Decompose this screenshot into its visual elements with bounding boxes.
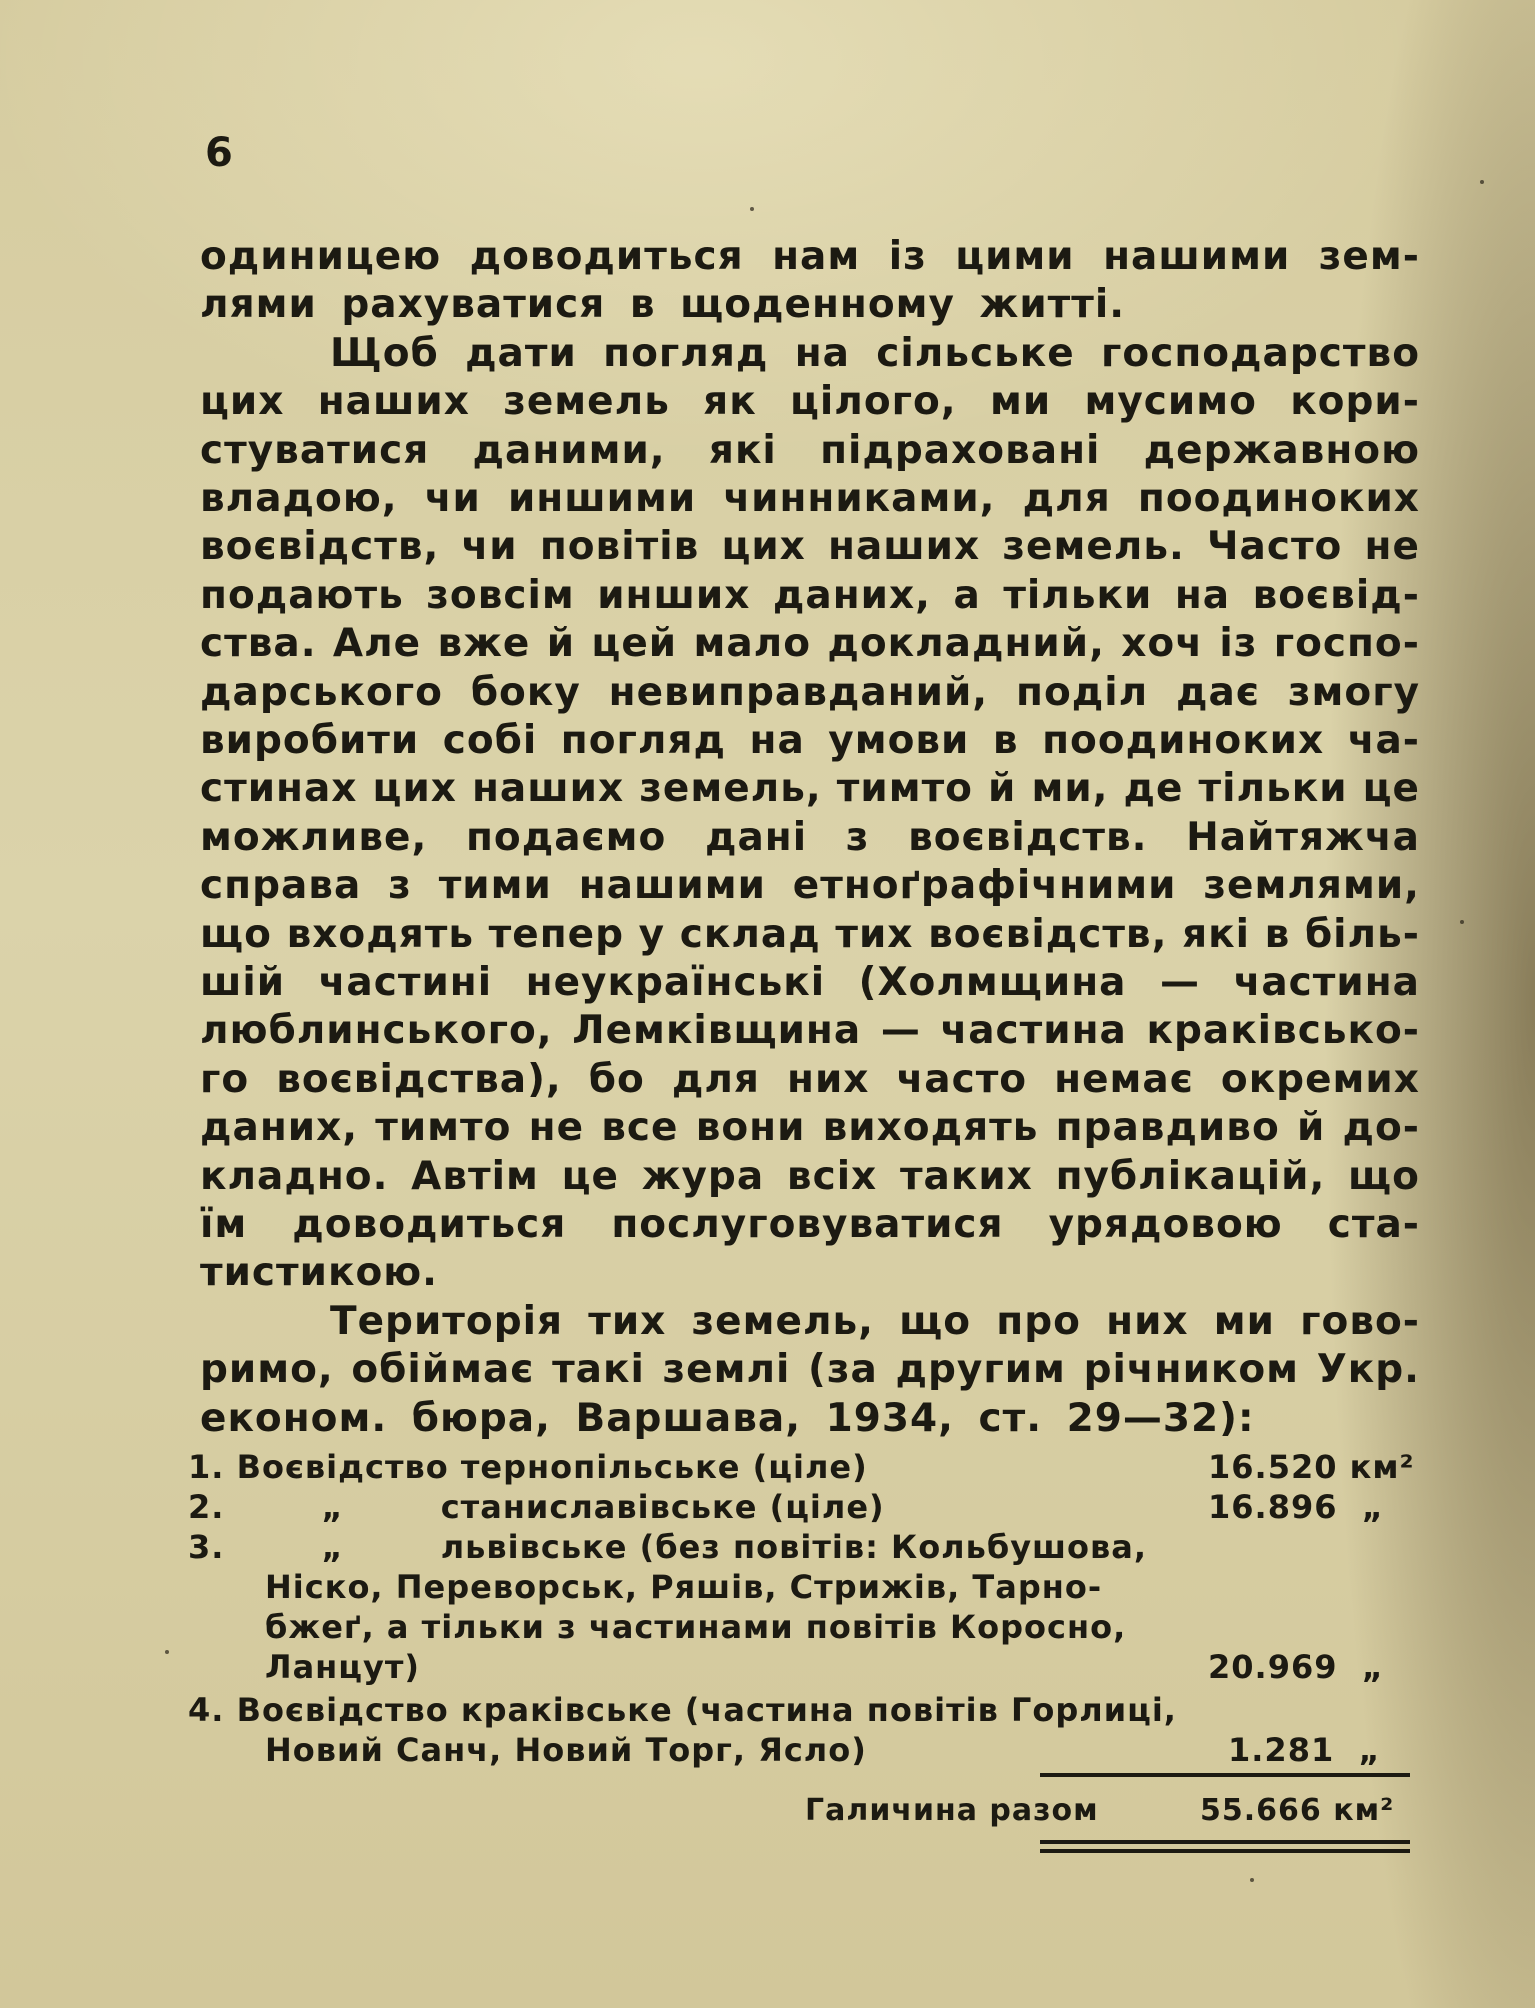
paper-speck bbox=[750, 207, 754, 211]
text-line: можливе, подаємо дані з воєвідств. Найтяжча bbox=[200, 814, 1420, 860]
paper-speck bbox=[1480, 180, 1484, 184]
list-item-line: 1. Воєвідство тернопільське (ціле) bbox=[188, 1448, 868, 1486]
list-item-value: 16.896 „ bbox=[1208, 1488, 1384, 1526]
list-item-line: бжеґ, а тільки з частинами повітів Коросно, bbox=[265, 1608, 1127, 1646]
text-line: кладно. Автім це жура всіх таких публікацій, що bbox=[200, 1153, 1420, 1199]
list-item-value: 1.281 „ bbox=[1228, 1731, 1381, 1769]
text-line: люблинського, Лемківщина — частина краківсько- bbox=[200, 1008, 1420, 1054]
list-item-value: 20.969 „ bbox=[1208, 1648, 1384, 1686]
list-item-line: Ніско, Переворськ, Ряшів, Стрижів, Тарно- bbox=[265, 1568, 1103, 1606]
list-item-line: 2. „ станиславівське (ціле) bbox=[188, 1488, 885, 1526]
list-item-line: 4. Воєвідство краківське (частина повітів Горлиці, bbox=[188, 1691, 1177, 1729]
text-line: їм доводиться послуговуватися урядовою ста- bbox=[200, 1202, 1420, 1247]
subtotal-rule bbox=[1040, 1773, 1410, 1777]
total-label: Галичина разом bbox=[805, 1793, 1099, 1828]
text-line: економ. бюра, Варшава, 1934, ст. 29—32): bbox=[200, 1395, 1255, 1441]
total-double-rule-1 bbox=[1040, 1840, 1410, 1844]
text-line: шій частині неукраїнські (Холмщина — частина bbox=[200, 960, 1420, 1005]
page-number: 6 bbox=[205, 130, 233, 176]
list-item-value: 16.520 км² bbox=[1208, 1448, 1415, 1486]
text-line: Територія тих земель, що про них ми гово- bbox=[330, 1298, 1420, 1344]
paper-speck bbox=[165, 1650, 169, 1654]
text-line: подають зовсім инших даних, а тільки на воєвід- bbox=[200, 572, 1420, 618]
text-line: даних, тимто не все вони виходять правдиво й до- bbox=[200, 1105, 1420, 1151]
total-double-rule-2 bbox=[1040, 1849, 1410, 1853]
text-line: владою, чи иншими чинниками, для поодиноких bbox=[200, 476, 1420, 521]
list-item-line: 3. „ львівське (без повітів: Кольбушова, bbox=[188, 1528, 1148, 1566]
text-line: стуватися даними, які підраховані державною bbox=[200, 427, 1420, 473]
text-line: го воєвідства), бо для них часто немає окремих bbox=[200, 1056, 1420, 1102]
text-line: Щоб дати погляд на сільське господарство bbox=[330, 330, 1420, 376]
text-line: що входять тепер у склад тих воєвідств, які в біль- bbox=[200, 911, 1420, 957]
paper-speck bbox=[1250, 1878, 1254, 1882]
text-line: справа з тими нашими етноґрафічними землями, bbox=[200, 863, 1420, 909]
paper-speck bbox=[1460, 920, 1464, 924]
text-line: лями рахуватися в щоденному житті. bbox=[200, 282, 1126, 328]
text-line: ства. Але вже й цей мало докладний, хоч із госпо- bbox=[200, 621, 1420, 667]
text-line: стинах цих наших земель, тимто й ми, де тільки це bbox=[200, 766, 1420, 812]
text-line: виробити собі погляд на умови в поодиноких ча- bbox=[200, 718, 1420, 763]
list-item-line: Ланцут) bbox=[265, 1648, 421, 1686]
list-item-line: Новий Санч, Новий Торг, Ясло) bbox=[265, 1731, 867, 1769]
text-line: воєвідств, чи повітів цих наших земель. Часто не bbox=[200, 524, 1420, 570]
text-line: римо, обіймає такі землі (за другим річником Укр. bbox=[200, 1347, 1420, 1393]
text-line: тистикою. bbox=[200, 1250, 438, 1296]
text-line: одиницею доводиться нам із цими нашими зем- bbox=[200, 234, 1420, 279]
text-line: дарського боку невиправданий, поділ дає змогу bbox=[200, 669, 1420, 715]
total-value: 55.666 км² bbox=[1200, 1793, 1395, 1828]
text-line: цих наших земель як цілого, ми мусимо кори- bbox=[200, 379, 1420, 425]
